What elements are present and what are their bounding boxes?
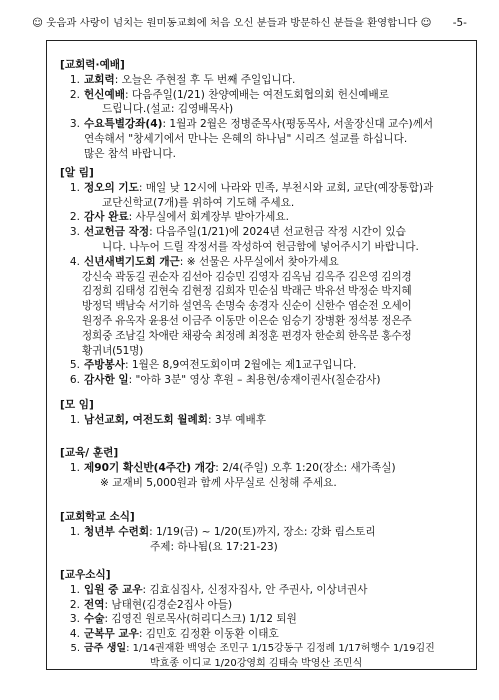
list-item: 4. 신년새벽기도회 개근: ※ 선물은 사무실에서 찾아가세요 xyxy=(69,255,339,268)
section-title: [모 임] xyxy=(60,399,94,411)
section-title: [교회학교 소식] xyxy=(60,511,135,523)
section-title: [교우소식] xyxy=(60,569,111,581)
education-note: ※ 교재비 5,000원과 함께 사무실로 신청해 주세요. xyxy=(100,476,337,489)
list-item: 1. 정오의 기도: 매일 낮 12시에 나라와 민족, 부천시와 교회, 교단(예장통합)과 xyxy=(69,181,434,194)
list-item: 3. 선교헌금 작정: 다음주일(1/21)에 2024년 선교헌금 작정 시간이 있습 xyxy=(69,226,406,239)
header-text: ☺ 웃음과 사랑이 넘치는 원미동교회에 처음 오신 분들과 방문하신 분들을 환영합니다 ☺ xyxy=(32,17,432,29)
list-item: 5. 주방봉사: 1월은 8,9여전도회이며 2월에는 제1교구입니다. xyxy=(69,359,357,372)
list-item: 1. 제90기 확신반(4주간) 개강: 2/4(주일) 오후 1:20(장소: 새가족실) xyxy=(69,461,396,474)
section-education xyxy=(60,446,470,490)
list-item: 3. 수요특별강좌(4): 1월과 2월은 정병준목사(평동목사, 서울장신대 교수)께서 xyxy=(69,118,434,131)
retreat-theme: 주제: 하나됨(요 17:21-23) xyxy=(150,540,278,553)
list-item: 1. 교회력: 오늘은 주현절 후 두 번째 주일입니다. xyxy=(69,73,296,86)
section-title: [교육/ 훈련] xyxy=(60,447,119,459)
page-header xyxy=(0,14,499,29)
list-item: 2. 전역: 남태현(김경순2집사 아들) xyxy=(69,598,233,611)
section-members: [교우소식] 1. 입원 중 교우: 김효심집사, 신정자집사, 안 주권사, 이상녀권사 2. 전역: 남태현(김경순2집사 아들) 3. 수술: 김영진 원로목사(허리디스크) 1/12 퇴원 4. 군복무 교우: 김민호 김정환 이동환 이태호 5. 금주 생일: 1/14권재환 백영순 조민구 1/15강동구 김정례 1/17허행수 1/19김진 박효종 이디교 1/20강영희 김태숙 박영산 조민식 xyxy=(60,568,470,672)
section-meetings xyxy=(60,398,470,428)
list-item: 2. 헌신예배: 다음주일(1/21) 찬양예배는 여전도회협의회 헌신예배로 xyxy=(69,88,389,101)
list-item: 4. 군복무 교우: 김민호 김정환 이동환 이태호 xyxy=(69,628,279,641)
attendee-names: 강신숙 곽동길 권순자 김선아 김승민 김영자 김옥님 김옥주 김은영 김의경 김정희 김태성 김현숙 김현정 김희자 민순심 박래근 박유선 박정순 박지혜 방정덕 백남숙 서기하 설연옥 손명숙 송경자 신순이 신한수 염순전 오세이 원정주 유옥자 윤용선 이금주 이동만 이은순 임승기 장병환 정석봉 정은주 정희중 조남길 차애란 채광숙 최정례 최정훈 편경자 한순희 한옥분 홍수정 황귀녀(51명) xyxy=(82,270,412,357)
section-calendar: [교회력·예배] 1. 교회력: 오늘은 주현절 후 두 번째 주일입니다. 2. 헌신예배: 다음주일(1/21) 찬양예배는 여전도회협의회 헌신예배로 드립니다.(설교: 김영배목사) 3. 수요특별강좌(4): 1월과 2월은 정병준목사(평동목사, 서울장신대 교수)께서 연속해서 "창세기에서 만나는 은혜의 하나님" 시리즈 설교를 하십니다. 많은 참석 바랍니다. xyxy=(60,58,470,162)
section-title: [교회력·예배] xyxy=(60,59,125,71)
list-item: 5. 금주 생일: 1/14권재환 백영순 조민구 1/15강동구 김정례 1/17허행수 1/19김진 xyxy=(70,642,435,654)
list-item: 1. 남선교회, 여전도회 월례회: 3부 예배후 xyxy=(69,413,266,426)
list-item: 2. 감사 완료: 사무실에서 회계장부 받아가세요. xyxy=(69,211,289,224)
section-title: [알 림] xyxy=(60,167,94,179)
section-school xyxy=(60,510,470,554)
list-item: 1. 입원 중 교우: 김효심집사, 신정자집사, 안 주권사, 이상녀권사 xyxy=(69,583,368,596)
page-number: -5- xyxy=(452,17,467,29)
section-notices: [알 림] 1. 정오의 기도: 매일 낮 12시에 나라와 민족, 부천시와 교회, 교단(예장통합)과 교단신학교(7개)를 위하여 기도해 주세요. 2. 감사 완료: 사무실에서 회계장부 받아가세요. 3. 선교헌금 작정: 다음주일(1/21)에 2024년 선교헌금 작정 시간이 있습 니다. 나누어 드릴 작정서를 작성하여 헌금함에 넣어주시기 바랍니다. 4. 신년새벽기도회 개근: ※ 선물은 사무실에서 찾아가세요 강신숙 곽동길 권순자 김선아 김승민 김영자 김옥님 김옥주 김은영 김의경 김정희 김태성 김현숙 김현정 김희자 민순심 박래근 박유선 박정순 박지혜 방정덕 백남숙 서기하 설연옥 손명숙 송경자 신순이 신한수 염순전 오세이 원정주 유옥자 윤용선 이금주 이동만 이은순 임승기 장병환 정석봉 정은주 정희중 조남길 차애란 채광숙 최정례 최정훈 편경자 한순희 한옥분 홍수정 황귀녀(51명) 5. 주방봉사: 1월은 8,9여전도회이며 2월에는 제1교구입니다. 6. 감사한 일: "아하 3분" 영상 후원 – 최용현/송재이권사(칠순감사) xyxy=(60,166,470,388)
list-item: 1. 청년부 수련회: 1/19(금) ~ 1/20(토)까지, 장소: 강화 림스토리 xyxy=(69,525,376,538)
list-item: 6. 감사한 일: "아하 3분" 영상 후원 – 최용현/송재이권사(칠순감사) xyxy=(69,374,381,387)
list-item: 3. 수술: 김영진 원로목사(허리디스크) 1/12 퇴원 xyxy=(69,613,297,626)
